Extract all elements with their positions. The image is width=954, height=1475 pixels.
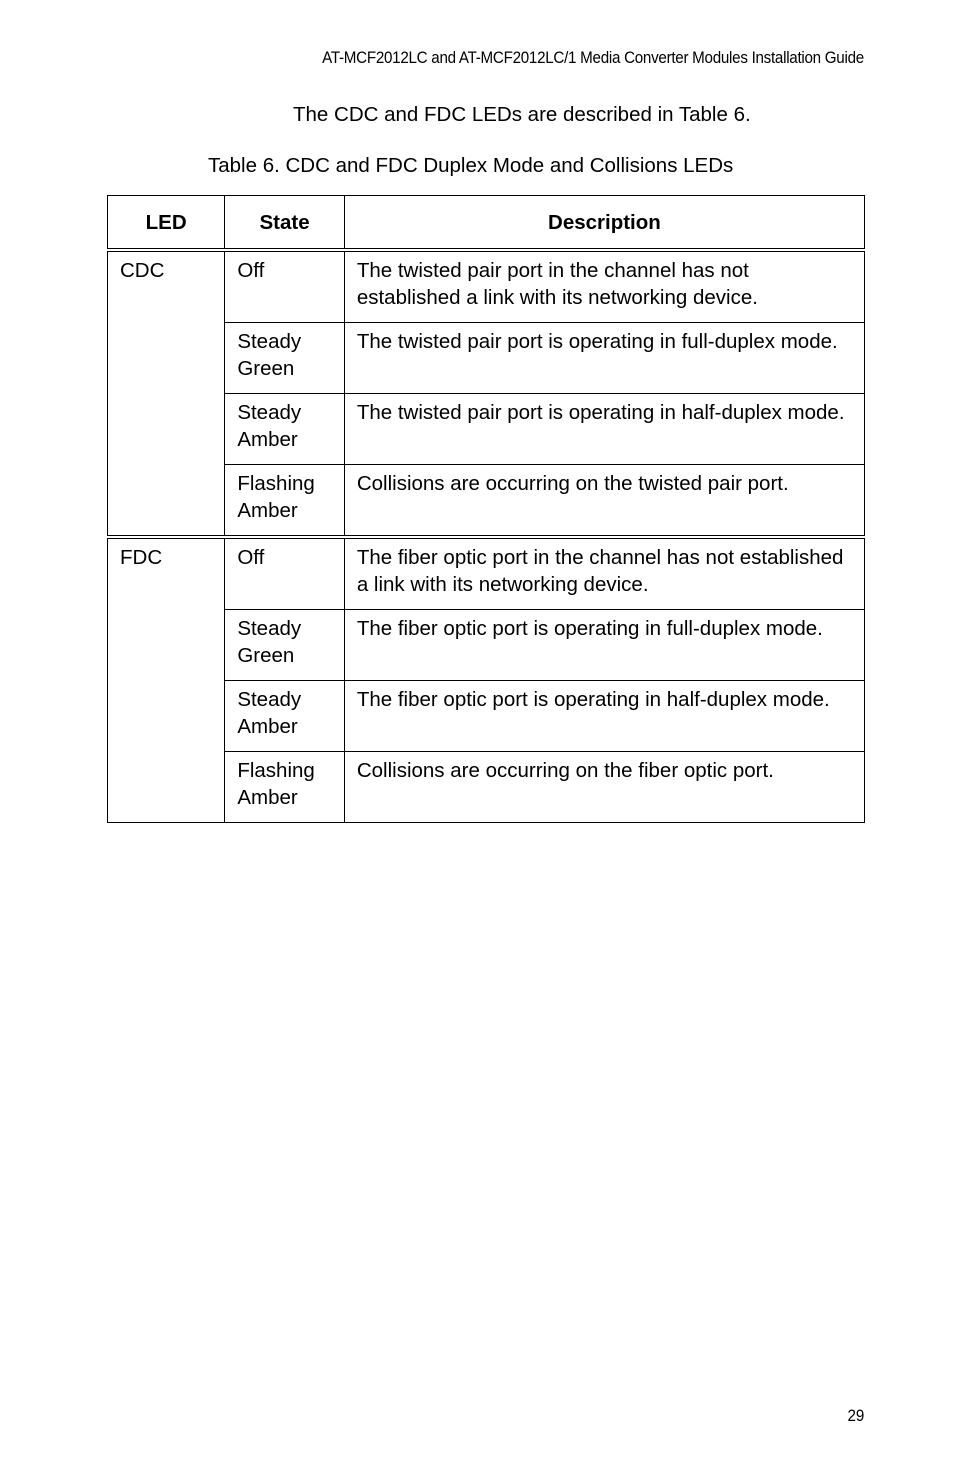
- table-row: [108, 537, 865, 610]
- description-cell: The twisted pair port in the channel has not established a link with its networking device.: [344, 250, 864, 323]
- state-cell: Flashing Amber: [225, 752, 345, 823]
- column-header-description: Description: [344, 196, 864, 251]
- state-cell: Flashing Amber: [225, 465, 345, 538]
- description-cell: The twisted pair port is operating in full-duplex mode.: [344, 323, 864, 394]
- column-header-state: State: [225, 196, 345, 251]
- description-cell: Collisions are occurring on the fiber optic port.: [344, 752, 864, 823]
- running-header: AT-MCF2012LC and AT-MCF2012LC/1 Media Converter Modules Installation Guide: [322, 49, 864, 67]
- state-cell: Steady Amber: [225, 681, 345, 752]
- intro-text: The CDC and FDC LEDs are described in Table 6.: [293, 103, 751, 126]
- column-header-led: LED: [108, 196, 225, 251]
- table-caption: Table 6. CDC and FDC Duplex Mode and Collisions LEDs: [208, 154, 734, 177]
- description-cell: The fiber optic port in the channel has not established a link with its networking device.: [344, 537, 864, 610]
- led-table: [107, 195, 865, 823]
- description-cell: The twisted pair port is operating in half-duplex mode.: [344, 394, 864, 465]
- led-name-cell: FDC: [108, 537, 225, 823]
- table-row: [108, 250, 865, 323]
- state-cell: Off: [225, 250, 345, 323]
- description-cell: Collisions are occurring on the twisted pair port.: [344, 465, 864, 538]
- state-cell: Off: [225, 537, 345, 610]
- description-cell: The fiber optic port is operating in full-duplex mode.: [344, 610, 864, 681]
- led-name-cell: CDC: [108, 250, 225, 537]
- table-header-row: [108, 196, 865, 251]
- state-cell: Steady Amber: [225, 394, 345, 465]
- state-cell: Steady Green: [225, 610, 345, 681]
- description-cell: The fiber optic port is operating in half-duplex mode.: [344, 681, 864, 752]
- state-cell: Steady Green: [225, 323, 345, 394]
- page-number: 29: [847, 1407, 864, 1425]
